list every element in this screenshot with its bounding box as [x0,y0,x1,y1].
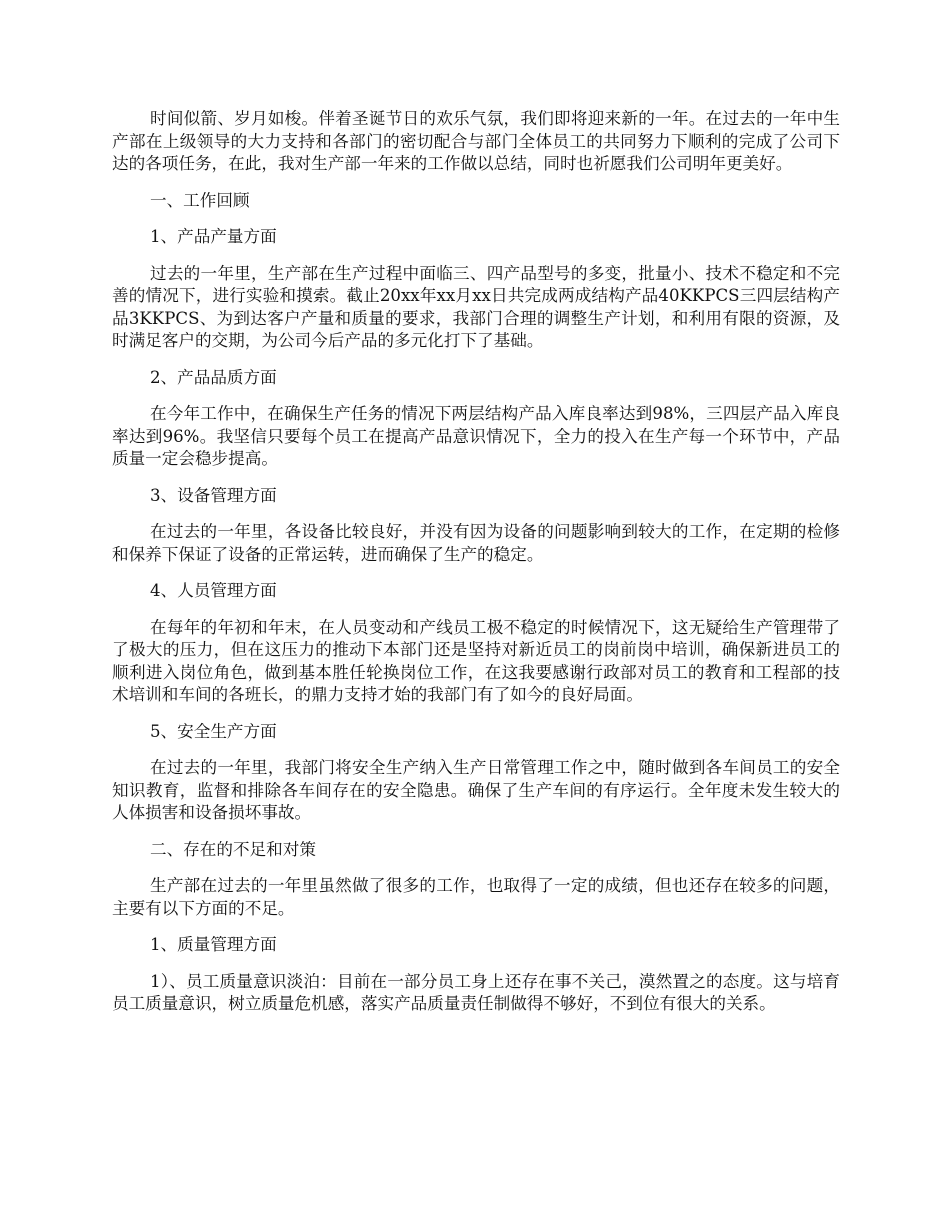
paragraph-equipment: 在过去的一年里，各设备比较良好，并没有因为设备的问题影响到较大的工作，在定期的检修和保养下保证了设备的正常运转，进而确保了生产的稳定。 [112,522,840,564]
document-body [112,108,840,1030]
paragraph-output: 过去的一年里，生产部在生产过程中面临三、四产品型号的多变，批量小、技术不稳定和不完善的情况下，进行实验和摸索。截止20xx年xx月xx日共完成两成结构产品40KKPCS三四层结构产品3KKPCS、为到达客户产量和质量的要求，我部门合理的调整生产计划，和利用有限的资源，及时满足客户的交期，为公司今后产品的多元化打下了基础。 [112,263,840,350]
paragraph-personnel: 在每年的年初和年末，在人员变动和产线员工极不稳定的时候情况下，这无疑给生产管理带了了极大的压力，但在这压力的推动下本部门还是坚持对新近员工的岗前岗中培训，确保新进员工的顺利进入岗位角色，做到基本胜任轮换岗位工作，在这我要感谢行政部对员工的教育和工程部的技术培训和车间的各班长，的鼎力支持才始的我部门有了如今的良好局面。 [112,617,840,704]
subheading-output: 1、产品产量方面 [150,227,277,246]
paragraph-shortcomings-intro: 生产部在过去的一年里虽然做了很多的工作，也取得了一定的成绩，但也还存在较多的问题，主要有以下方面的不足。 [112,876,840,918]
intro-paragraph: 时间似箭、岁月如梭。伴着圣诞节日的欢乐气氛，我们即将迎来新的一年。在过去的一年中生产部在上级领导的大力支持和各部门的密切配合与部门全体员工的共同努力下顺利的完成了公司下达的各项任务，在此，我对生产部一年来的工作做以总结，同时也祈愿我们公司明年更美好。 [112,109,840,173]
subheading-personnel: 4、人员管理方面 [150,581,277,600]
subheading-safety: 5、安全生产方面 [150,721,277,741]
section-heading-shortcomings: 二、存在的不足和对策 [150,839,316,859]
paragraph-quality-awareness: 1）、员工质量意识淡泊：目前在一部分员工身上还存在事不关己，漠然置之的态度。这与培育员工质量意识，树立质量危机感，落实产品质量责任制做得不够好，不到位有很大的关系。 [112,971,840,1013]
section-heading-work-review: 一、工作回顾 [150,190,250,210]
paragraph-safety: 在过去的一年里，我部门将安全生产纳入生产日常管理工作之中，随时做到各车间员工的安全知识教育，监督和排除各车间存在的安全隐患。确保了生产车间的有序运行。全年度未发生较大的人体损害和设备损坏事故。 [112,758,840,822]
subheading-quality: 2、产品品质方面 [150,367,277,387]
subheading-equipment: 3、设备管理方面 [150,485,277,505]
subheading-quality-management: 1、质量管理方面 [150,935,277,954]
paragraph-quality: 在今年工作中，在确保生产任务的情况下两层结构产品入库良率达到98%，三四层产品入库良率达到96%。我坚信只要每个员工在提高产品意识情况下，全力的投入在生产每一个环节中，产品质量一定会稳步提高。 [112,404,840,468]
